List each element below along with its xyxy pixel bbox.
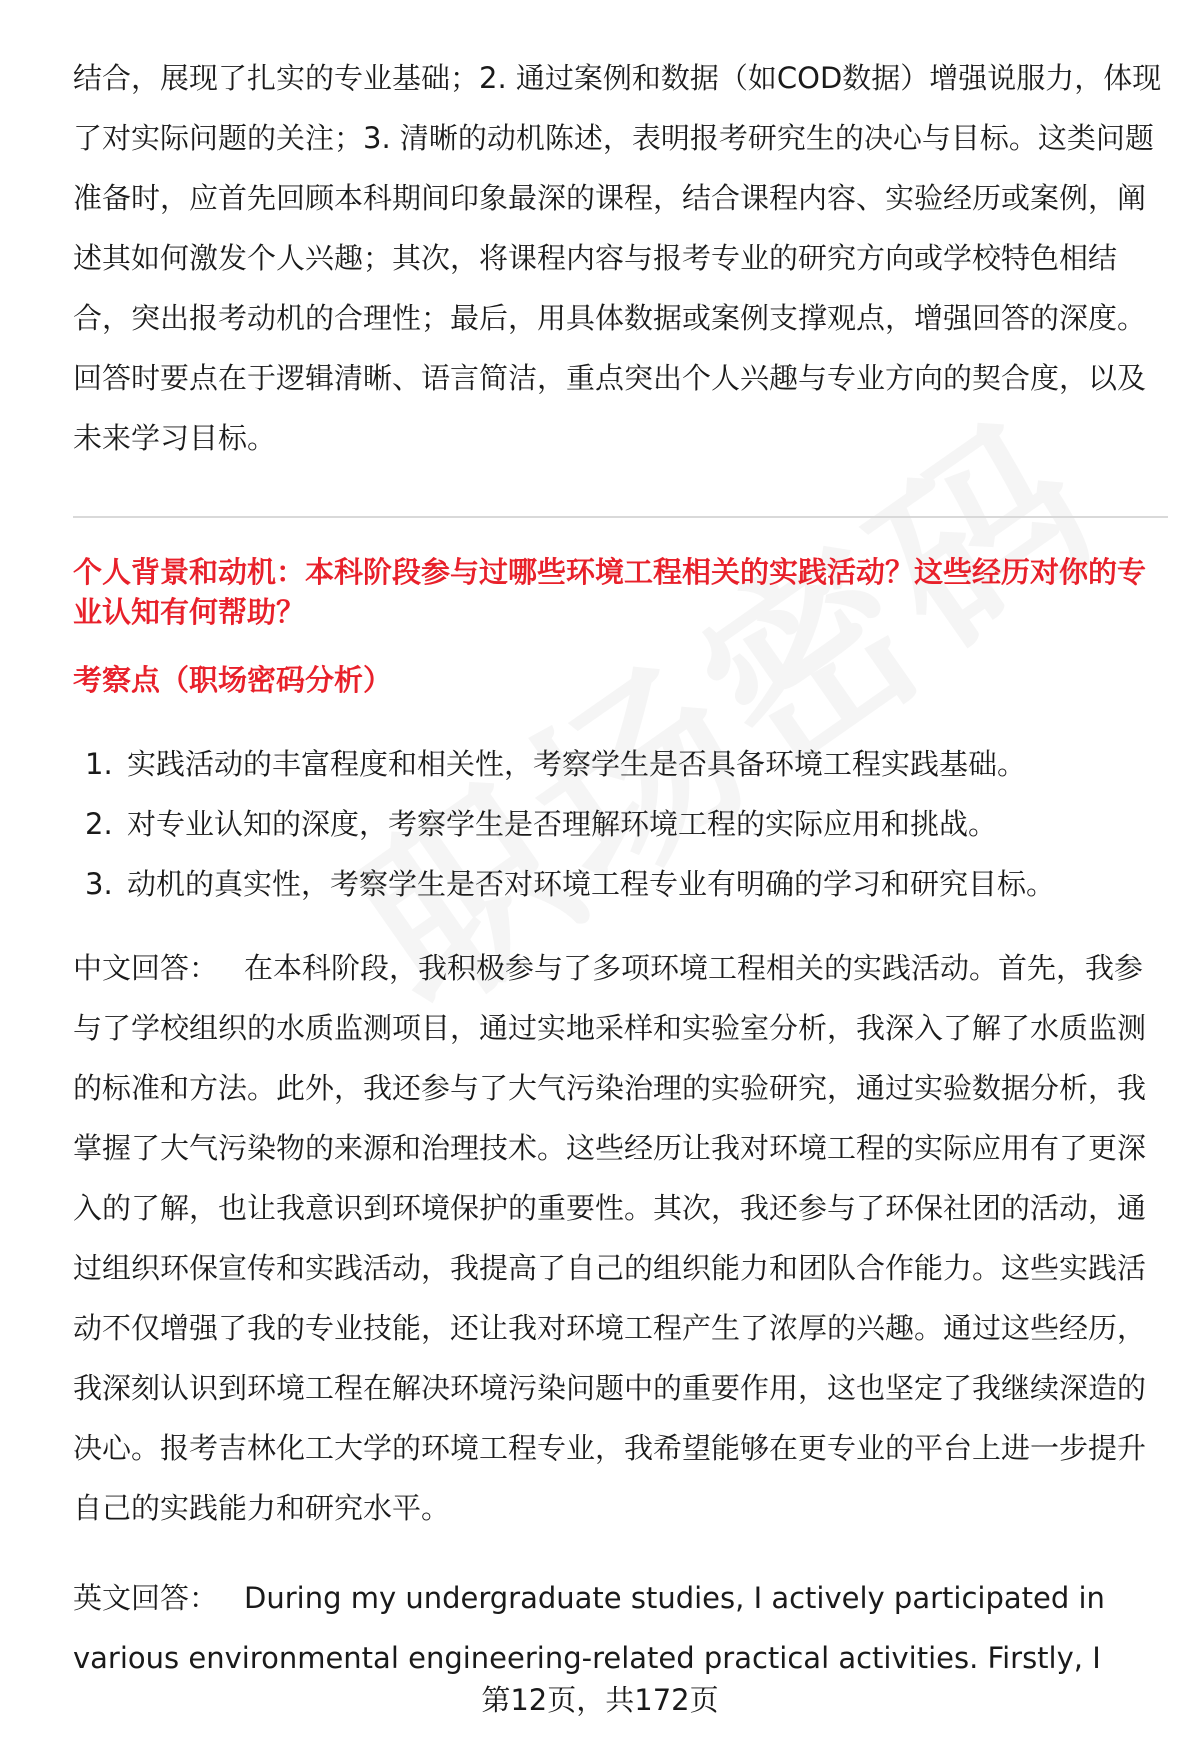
- chinese-answer-label: 中文回答：: [73, 951, 219, 985]
- list-item: [73, 794, 1168, 854]
- list-item: [73, 734, 1168, 794]
- english-answer-paragraph: [73, 1568, 1168, 1688]
- list-item-number: 3.: [85, 867, 113, 901]
- list-item-number: 2.: [85, 807, 113, 841]
- list-item-text: 动机的真实性，考察学生是否对环境工程专业有明确的学习和研究目标。: [127, 867, 1056, 901]
- page-number-footer: 第12页，共172页: [481, 1683, 719, 1717]
- english-answer-label: 英文回答：: [73, 1581, 219, 1615]
- list-item: [73, 854, 1168, 914]
- list-item-text: 实践活动的丰富程度和相关性，考察学生是否具备环境工程实践基础。: [127, 747, 1027, 781]
- assessment-subheading: 考察点（职场密码分析）: [73, 663, 393, 697]
- list-item-number: 1.: [85, 747, 113, 781]
- list-item-text: 对专业认知的深度，考察学生是否理解环境工程的实际应用和挑战。: [127, 807, 998, 841]
- section-divider: [73, 516, 1168, 518]
- chinese-answer-text: 在本科阶段，我积极参与了多项环境工程相关的实践活动。首先，我参与了学校组织的水质监测项目，通过实地采样和实验室分析，我深入了解了水质监测的标准和方法。此外，我还参与了大气污染治理的实验研究，通过实验数据分析，我掌握了大气污染物的来源和治理技术。这些经历让我对环境工程的实际应用有了更深入的了解，也让我意识到环境保护的重要性。其次，我还参与了环保社团的活动，通过组织环保宣传和实践活动，我提高了自己的组织能力和团队合作能力。这些实践活动不仅增强了我的专业技能，还让我对环境工程产生了浓厚的兴趣。通过这些经历，我深刻认识到环境工程在解决环境污染问题中的重要作用，这也坚定了我继续深造的决心。报考吉林化工大学的环境工程专业，我希望能够在更专业的平台上进一步提升自己的实践能力和研究水平。: [73, 951, 1147, 1525]
- intro-paragraph: 结合，展现了扎实的专业基础；2. 通过案例和数据（如COD数据）增强说服力，体现了对实际问题的关注；3. 清晰的动机陈述，表明报考研究生的决心与目标。这类问题准备时，应首先回顾本科期间印象最深的课程，结合课程内容、实验经历或案例，阐述其如何激发个人兴趣；其次，将课程内容与报考专业的研究方向或学校特色相结合，突出报考动机的合理性；最后，用具体数据或案例支撑观点，增强回答的深度。回答时要点在于逻辑清晰、语言简洁，重点突出个人兴趣与专业方向的契合度，以及未来学习目标。: [73, 61, 1162, 455]
- question-heading: 个人背景和动机：本科阶段参与过哪些环境工程相关的实践活动？这些经历对你的专业认知有何帮助？: [73, 555, 1147, 629]
- assessment-points-list: [73, 734, 1168, 914]
- chinese-answer-paragraph: [73, 938, 1168, 1538]
- english-answer-text: During my undergraduate studies, I actively participated in various environmental engineering-related practical activities. Firstly, I: [73, 1581, 1105, 1675]
